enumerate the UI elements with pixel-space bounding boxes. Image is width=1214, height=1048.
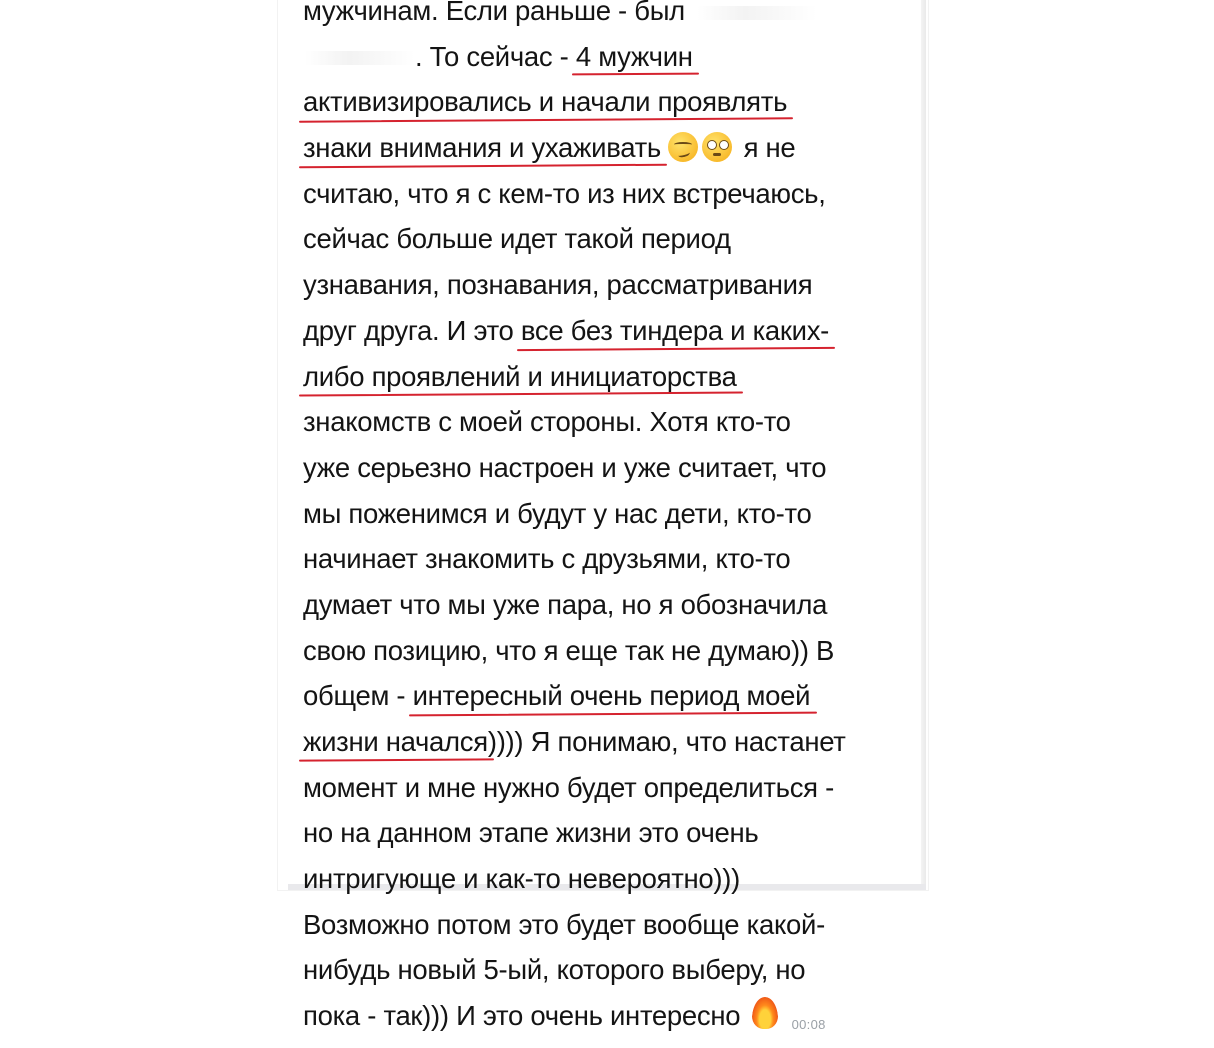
- underlined-text: знаки внимания и ухаживать: [303, 125, 661, 171]
- message-line: [303, 628, 913, 674]
- message-text-segment: мужчинам. Если раньше - был: [303, 0, 685, 26]
- message-text-segment: сейчас больше идет такой период: [303, 223, 731, 255]
- flushed-face-emoji: [702, 132, 732, 162]
- message-line: [303, 399, 913, 445]
- message-line: [303, 810, 913, 856]
- message-text-segment: мы поженимся и будут у нас дети, кто-то: [303, 497, 812, 529]
- underlined-text: активизировались и начали проявлять: [303, 79, 787, 125]
- message-line: [303, 125, 913, 171]
- message-line: [303, 902, 913, 948]
- message-text-segment: общем -: [303, 680, 413, 712]
- message-text-segment: момент и мне нужно будет определиться -: [303, 771, 834, 803]
- message-text-segment: думает что мы уже пара, но я обозначила: [303, 588, 828, 620]
- message-line: [303, 719, 913, 765]
- fire-emoji: [752, 997, 778, 1029]
- underlined-text: либо проявлений и инициаторства: [303, 354, 737, 400]
- redacted-text: [305, 51, 415, 65]
- message-line: [303, 262, 913, 308]
- message-text-segment: . То сейчас -: [415, 40, 576, 72]
- message-line: [303, 445, 913, 491]
- message-text-segment: пока - так))) И это очень интересно: [303, 1000, 748, 1032]
- message-text-segment: узнавания, познавания, рассматривания: [303, 269, 813, 301]
- message-text-segment: я не: [736, 132, 796, 164]
- message-line: [303, 993, 913, 1039]
- message-line: [303, 216, 913, 262]
- message-text-segment: нибудь новый 5-ый, которого выберу, но: [303, 954, 806, 986]
- underlined-text: все без тиндера и каких-: [521, 308, 829, 354]
- message-line: [303, 34, 913, 80]
- message-line: [303, 79, 913, 125]
- message-line: [303, 673, 913, 719]
- bubble-edge: [921, 0, 926, 884]
- message-text-segment: начинает знакомить с друзьями, кто-то: [303, 543, 791, 575]
- underlined-text: жизни начался: [303, 719, 488, 765]
- redacted-text: [697, 6, 817, 20]
- message-line: [303, 856, 913, 902]
- message-text-segment: интригующе и как-то невероятно))): [303, 863, 741, 895]
- message-line: [303, 354, 913, 400]
- message-text-segment: но на данном этапе жизни это очень: [303, 817, 759, 849]
- message-text-segment: )))) Я понимаю, что настанет: [487, 726, 846, 757]
- message-timestamp: 00:08: [791, 1017, 826, 1033]
- message-text: [303, 0, 913, 1039]
- message-line: [303, 582, 913, 628]
- underlined-text: 4 мужчин: [576, 34, 693, 80]
- message-line: [303, 491, 913, 537]
- message-line: [303, 0, 913, 34]
- message-text-segment: [661, 132, 668, 163]
- message-line: [303, 308, 913, 354]
- message-line: [303, 947, 913, 993]
- message-text-segment: уже серьезно настроен и уже считает, что: [303, 451, 827, 483]
- message-line: [303, 171, 913, 217]
- smirking-face-emoji: [668, 132, 698, 162]
- message-text-segment: знакомств с моей стороны. Хотя кто-то: [303, 406, 791, 438]
- message-line: [303, 765, 913, 811]
- message-text-segment: друг друга. И это: [303, 314, 521, 346]
- message-text-segment: свою позицию, что я еще так не думаю)) В: [303, 634, 835, 666]
- message-text-segment: считаю, что я с кем-то из них встречаюсь,: [303, 177, 826, 209]
- underlined-text: интересный очень период моей: [413, 673, 811, 719]
- message-text-segment: Возможно потом это будет вообще какой-: [303, 908, 825, 940]
- message-line: [303, 536, 913, 582]
